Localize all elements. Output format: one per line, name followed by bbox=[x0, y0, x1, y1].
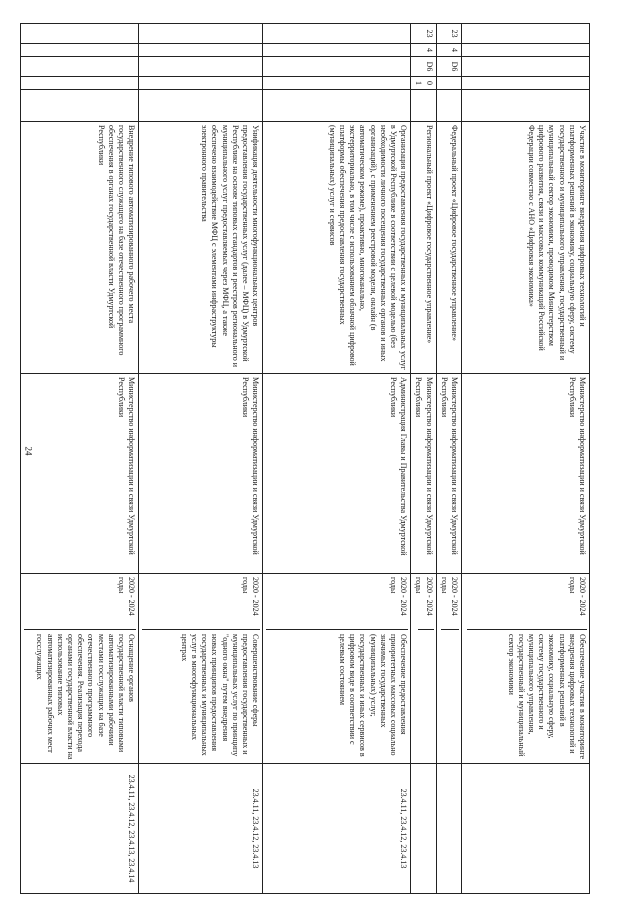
cell-gp: 23 bbox=[411, 24, 436, 44]
cell-pp: 4 bbox=[411, 44, 436, 57]
cell-executor: Министерство информатизации и связи Удмуртской Республики bbox=[411, 374, 436, 574]
cell-activity-name: Унификация деятельности многофункциональных центров предоставления государственных услуг (далее – МФЦ) в Удмуртской Республике на основе типовых стандартов и реестров регионального и муниципального услуг предоставляемых через МФЦ, а также обеспечено взаимодействие МФЦ с элементами инфраструктуры электронного правительства bbox=[139, 122, 263, 374]
cell-executor: Администрация Главы и Правительства Удмуртской Республики bbox=[263, 374, 411, 574]
result-text: Обеспечение предоставления приоритетных массовых социально значимых государственных (муниципальных) услуг, государственных и иных сервисов в цифровом виде в соответствии с целевым состоянием bbox=[337, 634, 409, 757]
period-text: 2020 - 2024 годы bbox=[266, 577, 408, 630]
period-text: 2020 - 2024 годы bbox=[24, 577, 136, 630]
table-row bbox=[462, 24, 590, 894]
table-row bbox=[21, 24, 139, 894]
cell-gp bbox=[462, 24, 590, 44]
cell-empty bbox=[411, 90, 436, 122]
cell-result bbox=[411, 574, 436, 764]
program-activities-table bbox=[20, 23, 590, 894]
table-row bbox=[263, 24, 411, 894]
cell-gp bbox=[21, 24, 139, 44]
cell-om bbox=[263, 57, 411, 77]
cell-empty bbox=[263, 90, 411, 122]
period-text: 2020 - 2024 годы bbox=[467, 577, 587, 630]
page-number: 24 bbox=[23, 446, 34, 456]
cell-om: D6 bbox=[411, 57, 436, 77]
cell-pp bbox=[462, 44, 590, 57]
cell-result bbox=[21, 574, 139, 764]
cell-result bbox=[462, 574, 590, 764]
cell-activity-name: Внедрение типового автоматизированного рабочего места государственного служащего на базе отечественного программного обеспечения в органах государственной власти Удмуртской Республики bbox=[21, 122, 139, 374]
cell-result bbox=[263, 574, 411, 764]
cell-activity-name: Организация предоставления государственных и муниципальных услуг в Удмуртской Республике в соответствии с целевой моделью (без необходимости личного посещения государственных органов и иных организаций), с применением реестровой модели, онлайн (в автоматическом режиме), проактивно, многоканально, экстерриториально, в том числе с использованием облачной цифровой платформы обеспечения предоставления государственных (муниципальных) услуг и сервисов bbox=[263, 122, 411, 374]
cell-indicator-link: 23.4.11, 23.4.12, 23.4.13, 23.4.14 bbox=[21, 764, 139, 894]
cell-empty bbox=[21, 90, 139, 122]
cell-empty bbox=[462, 90, 590, 122]
cell-empty bbox=[436, 90, 461, 122]
program-table-sheet bbox=[35, 23, 590, 893]
result-text: Совершенствование сферы предоставления государственных и муниципальных услуг по принципу "одного окна" путем внедрения новых принципов предоставления государственных и муниципальных услуг в многофункциональных центрах bbox=[179, 634, 261, 757]
cell-om bbox=[21, 57, 139, 77]
cell-pp bbox=[139, 44, 263, 57]
cell-m bbox=[263, 77, 411, 90]
cell-indicator-link bbox=[411, 764, 436, 894]
cell-indicator-link bbox=[436, 764, 461, 894]
period-text: 2020 - 2024 годы bbox=[441, 577, 459, 630]
cell-pp: 4 bbox=[436, 44, 461, 57]
cell-gp bbox=[263, 24, 411, 44]
table-row bbox=[139, 24, 263, 894]
cell-activity-name: Федеральный проект «Цифровое государственное управление» bbox=[436, 122, 461, 374]
cell-executor: Министерство информатизации и связи Удмуртской Республики bbox=[436, 374, 461, 574]
cell-executor: Министерство информатизации и связи Удмуртской Республики bbox=[139, 374, 263, 574]
cell-gp bbox=[139, 24, 263, 44]
cell-om: D6 bbox=[436, 57, 461, 77]
cell-gp: 23 bbox=[436, 24, 461, 44]
period-text: 2020 - 2024 годы bbox=[142, 577, 260, 630]
cell-m bbox=[21, 77, 139, 90]
cell-pp bbox=[263, 44, 411, 57]
cell-m bbox=[139, 77, 263, 90]
cell-result bbox=[436, 574, 461, 764]
cell-indicator-link: 23.4.11, 23.4.12, 23.4.13 bbox=[139, 764, 263, 894]
table-row bbox=[411, 24, 436, 894]
cell-m: 01 bbox=[411, 77, 436, 90]
cell-empty bbox=[139, 90, 263, 122]
cell-result bbox=[139, 574, 263, 764]
result-text: Обеспечение участия в мониторинге внедрения цифровых технологий и платформенных решений в экономику, социальную сферу, систему государственного и муниципального управления, государственный и муниципальный сектор экономики bbox=[506, 634, 587, 760]
cell-activity-name: Участие в мониторинге внедрения цифровых технологий и платформенных решений в экономику, социальную сферу, систему государственного и муниципального управления, государственный и муниципальный сектор экономики, проводимом Министерством цифрового развития, связи и массовых коммуникаций Российской Федерации совместно с АНО «Цифровая экономика» bbox=[462, 122, 590, 374]
cell-executor: Министерство информатизации и связи Удмуртской Республики bbox=[21, 374, 139, 574]
cell-m bbox=[462, 77, 590, 90]
cell-activity-name: Региональный проект «Цифровое государственное управление» bbox=[411, 122, 436, 374]
cell-executor: Министерство информатизации и связи Удмуртской Республики bbox=[462, 374, 590, 574]
cell-indicator-link: 23.4.11, 23.4.12, 23.4.13 bbox=[263, 764, 411, 894]
cell-m bbox=[436, 77, 461, 90]
period-text: 2020 - 2024 годы bbox=[418, 577, 434, 630]
cell-om bbox=[139, 57, 263, 77]
cell-om bbox=[462, 57, 590, 77]
cell-pp bbox=[21, 44, 139, 57]
table-row bbox=[436, 24, 461, 894]
cell-indicator-link bbox=[462, 764, 590, 894]
result-text: Оснащение органов государственной власти типовыми автоматизированными рабочими местами госслужащих на базе отечественного программного обеспечения. Реализация перехода органами государственной власти на использование типовых автоматизированных рабочих мест госслужащих bbox=[35, 634, 137, 760]
